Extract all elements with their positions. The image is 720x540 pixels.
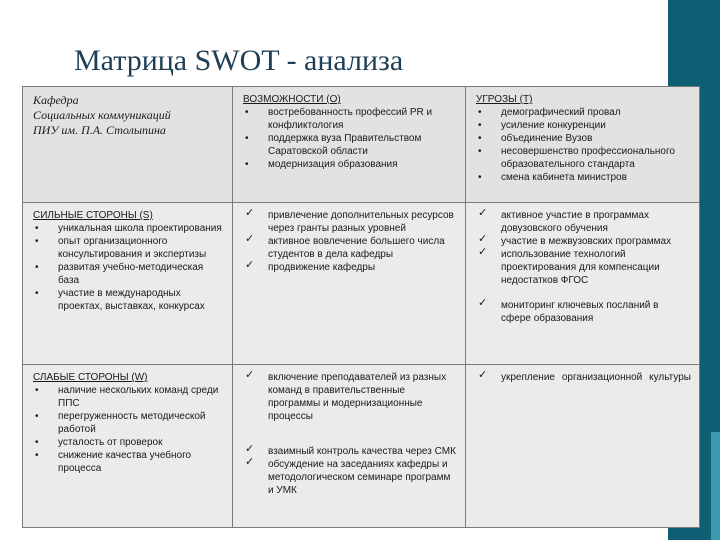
header-row — [23, 87, 700, 203]
organization-cell — [23, 87, 233, 203]
opportunities-list — [243, 106, 457, 171]
strengths-list — [33, 222, 224, 313]
st-strategies-cell — [466, 203, 700, 365]
sidebar-accent-stripe — [711, 432, 720, 540]
swot-matrix-table — [22, 86, 700, 528]
list-item: • поддержка вуза Правительством Саратовской области — [243, 132, 457, 158]
list-item: • модернизация образования — [243, 158, 457, 171]
list-item: • развитая учебно-методическая база — [33, 261, 224, 287]
org-line: Кафедра — [33, 93, 79, 107]
so-strategies-list — [243, 209, 457, 274]
list-item: ✓ обсуждение на заседаниях кафедры и методологическом семинаре программ и УМК — [243, 458, 457, 497]
list-item: • снижение качества учебного процесса — [33, 449, 224, 475]
list-item: • усталость от проверок — [33, 436, 224, 449]
list-item: • уникальная школа проектирования — [33, 222, 224, 235]
threats-list — [476, 106, 691, 184]
list-item: • участие в международных проектах, выставках, конкурсах — [33, 287, 224, 313]
list-item: ✓ продвижение кафедры — [243, 261, 457, 274]
list-item: ✓ укрепление организационной культуры — [476, 371, 691, 384]
list-item: ✓ взаимный контроль качества через СМК — [243, 445, 457, 458]
org-line: ПИУ им. П.А. Столыпина — [33, 123, 166, 137]
weaknesses-cell — [23, 365, 233, 528]
list-item: • востребованность профессий PR и конфликтология — [243, 106, 457, 132]
list-item: • опыт организационного консультирования и экспертизы — [33, 235, 224, 261]
list-item: • демографический провал — [476, 106, 691, 119]
list-item: • несовершенство профессионального образовательного стандарта — [476, 145, 691, 171]
list-item: ✓ использование технологий проектирования для компенсации недостатков ФГОС — [476, 248, 691, 287]
weaknesses-header: СЛАБЫЕ СТОРОНЫ (W) — [33, 372, 148, 383]
list-item: • смена кабинета министров — [476, 171, 691, 184]
list-item: • наличие нескольких команд среди ППС — [33, 384, 224, 410]
wt-strategies-cell — [466, 365, 700, 528]
list-item: ✓ участие в межвузовских программах — [476, 235, 691, 248]
list-item: ✓ активное участие в программах довузовского обучения — [476, 209, 691, 235]
so-strategies-cell — [233, 203, 466, 365]
page-title: Матрица SWOT - анализа — [74, 44, 404, 77]
org-line: Социальных коммуникаций — [33, 108, 171, 122]
wo-strategies-cell — [233, 365, 466, 528]
list-item: • усиление конкуренции — [476, 119, 691, 132]
list-item: ✓ активное вовлечение большего числа студентов в дела кафедры — [243, 235, 457, 261]
organization-label — [33, 93, 224, 138]
opportunities-header: ВОЗМОЖНОСТИ (О) — [243, 94, 341, 105]
wt-strategies-list — [476, 371, 691, 384]
weaknesses-row — [23, 365, 700, 528]
list-item: • перегруженность методической работой — [33, 410, 224, 436]
strengths-cell — [23, 203, 233, 365]
list-item: ✓ включение преподавателей из разных команд в правительственные программы и модернизационные процессы — [243, 371, 457, 423]
list-item: ✓ привлечение дополнительных ресурсов через гранты разных уровней — [243, 209, 457, 235]
strengths-row — [23, 203, 700, 365]
weaknesses-list — [33, 384, 224, 475]
list-item: • объединение Вузов — [476, 132, 691, 145]
list-item: ✓ мониторинг ключевых посланий в сфере образования — [476, 299, 691, 325]
st-strategies-list — [476, 209, 691, 325]
threats-header: УГРОЗЫ (Т) — [476, 94, 533, 105]
wo-strategies-list — [243, 371, 457, 497]
strengths-header: СИЛЬНЫЕ СТОРОНЫ (S) — [33, 210, 153, 221]
threats-cell — [466, 87, 700, 203]
opportunities-cell — [233, 87, 466, 203]
